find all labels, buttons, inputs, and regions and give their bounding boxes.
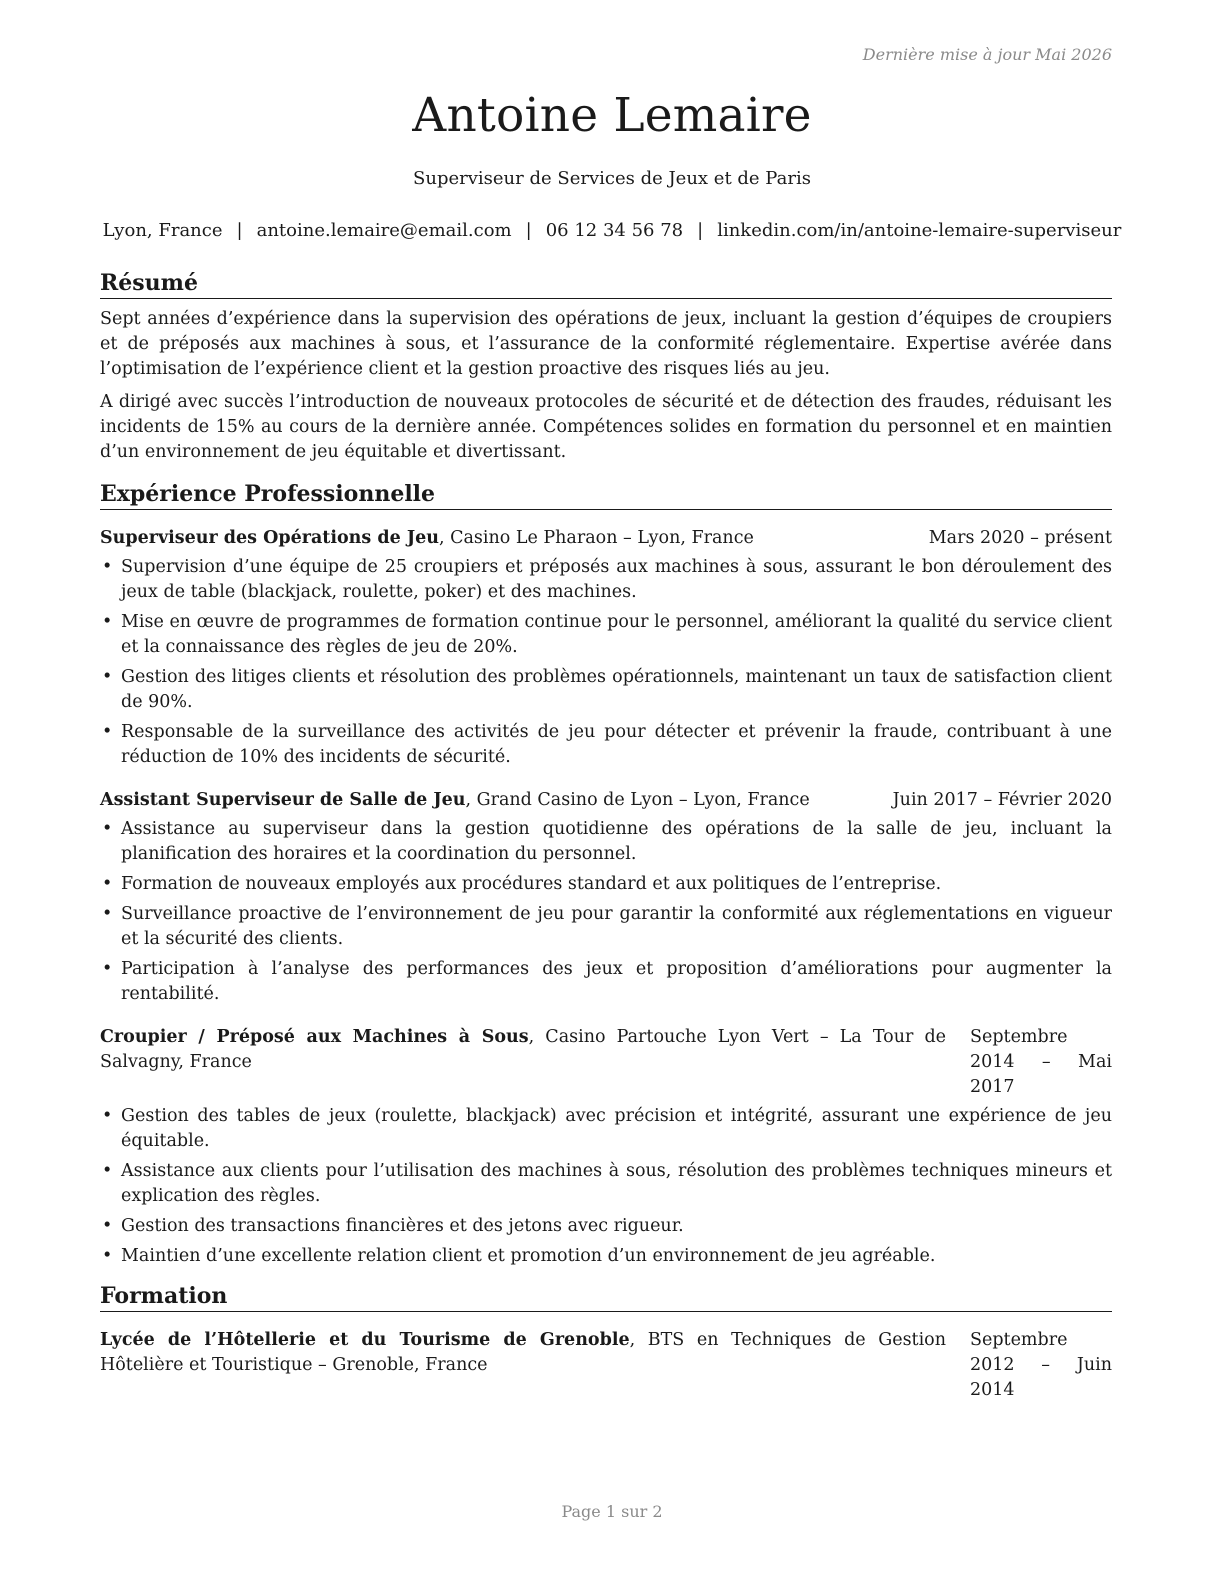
job-employer: , Grand Casino de Lyon – Lyon, France (465, 790, 810, 810)
contact-separator: | (525, 220, 532, 241)
job-bullet: • Supervision d’une équipe de 25 croupiers et préposés aux machines à sous, assurant le bon déroulement des jeux de table (blackjack, roulette, poker) et des machines. (100, 555, 1112, 605)
job-role-line (100, 788, 893, 813)
job-bullet: • Participation à l’analyse des performances des jeux et proposition d’améliorations pour augmenter la rentabilité. (100, 957, 1112, 1007)
section-heading-summary: Résumé (100, 270, 1112, 299)
job-title: Superviseur de Services de Jeux et de Paris (413, 168, 811, 189)
contact-linkedin[interactable]: linkedin.com/in/antoine-lemaire-superviseur (717, 220, 1122, 241)
job-role-line (100, 1025, 970, 1075)
job-bullets (100, 817, 1112, 1007)
job-entry (100, 788, 1112, 1007)
job-employer: , Casino Le Pharaon – Lyon, France (438, 528, 754, 548)
job-dates: Septembre 2014 – Mai 2017 (970, 1027, 1112, 1097)
contact-phone: 06 12 34 56 78 (545, 220, 684, 241)
contact-location: Lyon, France (102, 220, 223, 241)
job-bullet: • Surveillance proactive de l’environnement de jeu pour garantir la conformité aux réglementations en vigueur et la sécurité des clients. (100, 902, 1112, 952)
job-bullet: • Assistance au superviseur dans la gestion quotidienne des opérations de la salle de jeu, incluant la planification des horaires et la coordination du personnel. (100, 817, 1112, 867)
section-heading-education: Formation (100, 1283, 1112, 1312)
education-header (100, 1328, 1112, 1403)
job-bullet: • Maintien d’une excellente relation client et promotion d’un environnement de jeu agréable. (100, 1244, 1112, 1269)
job-bullets (100, 555, 1112, 770)
contact-separator: | (697, 220, 704, 241)
page-number: Page 1 sur 2 (561, 1502, 663, 1521)
candidate-name: Antoine Lemaire (412, 88, 812, 143)
education-line (100, 1328, 970, 1378)
job-role: Superviseur des Opérations de Jeu (100, 528, 439, 548)
job-header (100, 788, 1112, 813)
education-dates: Septembre 2012 – Juin 2014 (970, 1330, 1112, 1400)
summary-paragraph: A dirigé avec succès l’introduction de nouveaux protocoles de sécurité et de détection des fraudes, réduisant les incidents de 15% au cours de la dernière année. Compétences solides en formation du personnel et en maintien d’un environnement de jeu équitable et divertissant. (100, 392, 1112, 462)
job-entry (100, 526, 1112, 770)
job-header (100, 526, 1112, 551)
job-entry (100, 1025, 1112, 1269)
contact-email[interactable]: antoine.lemaire@email.com (256, 220, 512, 241)
section-heading-experience: Expérience Professionnelle (100, 481, 1112, 510)
education-entry (100, 1328, 1112, 1403)
education-school: Lycée de l’Hôtellerie et du Tourisme de Grenoble (100, 1330, 630, 1350)
contact-line (0, 220, 1224, 241)
job-bullet: • Gestion des transactions financières et des jetons avec rigueur. (100, 1214, 1112, 1239)
job-employer: , Casino Partouche Lyon Vert – La Tour de Salvagny, France (100, 1027, 947, 1072)
contact-separator: | (236, 220, 243, 241)
job-bullet: • Mise en œuvre de programmes de formation continue pour le personnel, améliorant la qualité du service client et la connaissance des règles de jeu de 20%. (100, 610, 1112, 660)
resume-body (100, 270, 1112, 1403)
job-role: Croupier / Préposé aux Machines à Sous (100, 1027, 529, 1047)
job-dates: Mars 2020 – présent (928, 528, 1112, 548)
job-bullet: • Formation de nouveaux employés aux procédures standard et aux politiques de l’entreprise. (100, 872, 1112, 897)
experience-section (100, 481, 1112, 1269)
job-role-line (100, 526, 929, 551)
summary-paragraph: Sept années d’expérience dans la supervision des opérations de jeux, incluant la gestion d’équipes de croupiers et de préposés aux machines à sous, et l’assurance de la conformité réglementaire. Expertise avérée dans l’optimisation de l’expérience client et la gestion proactive des risques liés au jeu. (100, 309, 1112, 379)
summary-section (100, 270, 1112, 465)
job-bullet: • Assistance aux clients pour l’utilisation des machines à sous, résolution des problèmes techniques mineurs et explication des règles. (100, 1159, 1112, 1209)
education-detail: , BTS en Techniques de Gestion Hôtelière et Touristique – Grenoble, France (100, 1330, 946, 1375)
last-updated: Dernière mise à jour Mai 2026 (862, 45, 1112, 64)
job-header (100, 1025, 1112, 1100)
job-bullet: • Gestion des litiges clients et résolution des problèmes opérationnels, maintenant un taux de satisfaction client de 90%. (100, 665, 1112, 715)
job-bullet: • Responsable de la surveillance des activités de jeu pour détecter et prévenir la fraude, contribuant à une réduction de 10% des incidents de sécurité. (100, 720, 1112, 770)
job-bullet: • Gestion des tables de jeux (roulette, blackjack) avec précision et intégrité, assurant une expérience de jeu équitable. (100, 1104, 1112, 1154)
education-section (100, 1283, 1112, 1403)
job-dates: Juin 2017 – Février 2020 (892, 790, 1112, 810)
job-role: Assistant Superviseur de Salle de Jeu (100, 790, 466, 810)
job-bullets (100, 1104, 1112, 1269)
